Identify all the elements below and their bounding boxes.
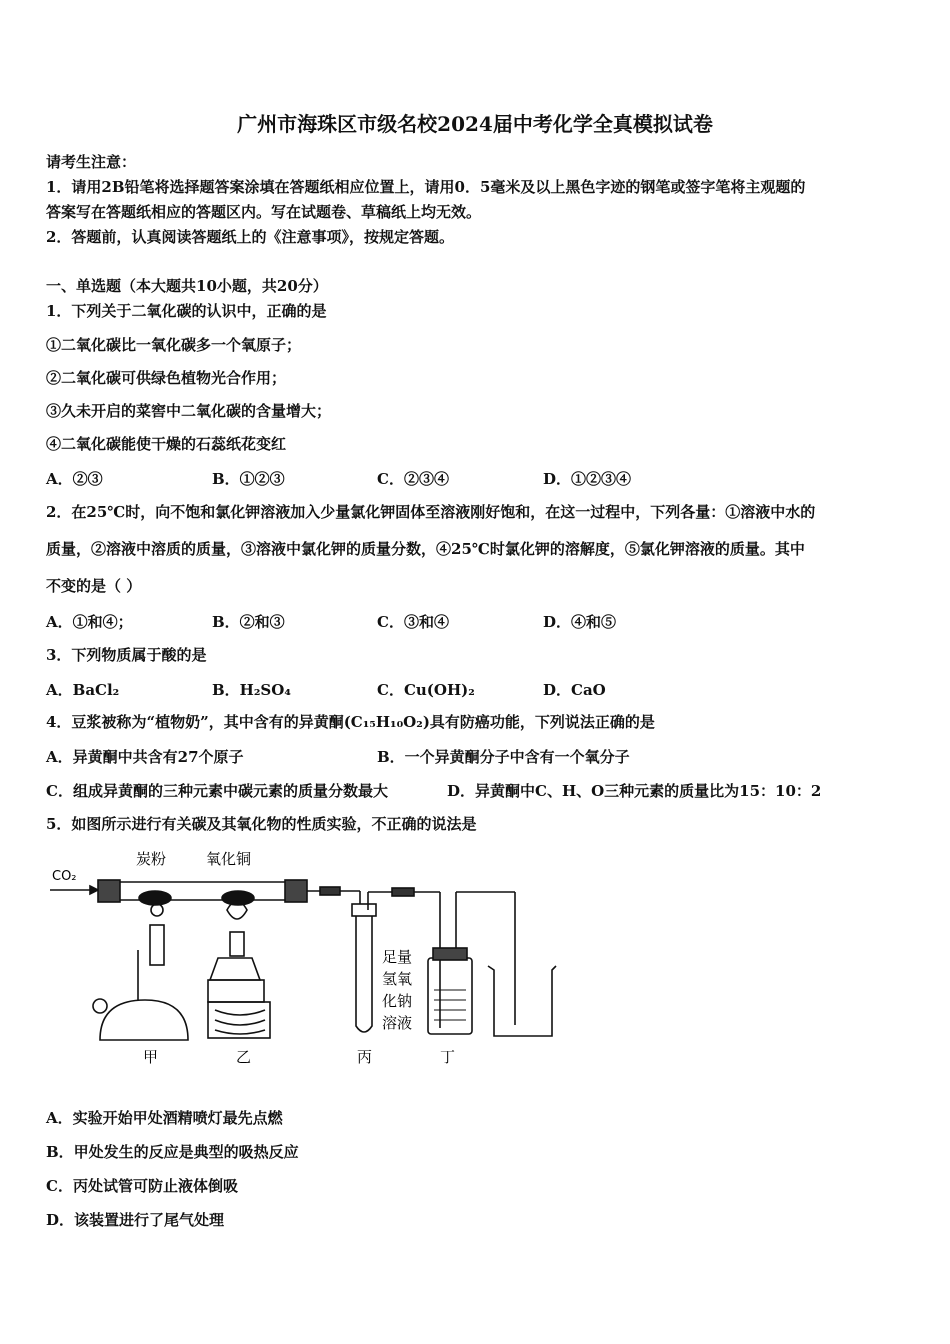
right-stopper bbox=[285, 880, 307, 902]
wood-block bbox=[208, 1002, 270, 1038]
q1-statement-2: ②二氧化碳可供绿色植物光合作用； bbox=[46, 369, 287, 387]
wash-bottle-stopper bbox=[433, 948, 467, 960]
q4-stem: 4．豆浆被称为“植物奶”，其中含有的异黄酮(C₁₅H₁₀O₂)具有防癌功能，下列说法正确的是 bbox=[46, 713, 655, 731]
q2-option-a[interactable]: A．①和④； bbox=[46, 613, 133, 631]
wash-bottle-ding bbox=[428, 958, 472, 1034]
figure-label-carbon: 炭粉 bbox=[136, 850, 167, 868]
q3-stem: 3．下列物质属于酸的是 bbox=[46, 646, 207, 664]
q2-stem-line-3: 不变的是（ ） bbox=[46, 577, 142, 595]
blowtorch-knob bbox=[93, 999, 107, 1013]
q3-option-b[interactable]: B．H₂SO₄ bbox=[212, 681, 291, 699]
q1-stem: 1．下列关于二氧化碳的认识中，正确的是 bbox=[46, 302, 327, 320]
copper-oxide bbox=[222, 891, 254, 905]
figure-label-ding: 丁 bbox=[440, 1048, 456, 1066]
q4-option-c[interactable]: C．组成异黄酮的三种元素中碳元素的质量分数最大 bbox=[46, 782, 388, 800]
q3-option-c[interactable]: C．Cu(OH)₂ bbox=[377, 681, 475, 699]
q5-option-a[interactable]: A．实验开始甲处酒精喷灯最先点燃 bbox=[46, 1109, 283, 1127]
figure-label-yi: 乙 bbox=[236, 1048, 252, 1066]
blowtorch-nozzle bbox=[150, 925, 164, 965]
page-title: 广州市海珠区市级名校2024届中考化学全真模拟试卷 bbox=[237, 112, 713, 136]
q2-option-b[interactable]: B．②和③ bbox=[212, 613, 285, 631]
flame-jia bbox=[151, 904, 163, 916]
q2-option-c[interactable]: C．③和④ bbox=[377, 613, 449, 631]
section-heading: 一、单选题（本大题共10小题，共20分） bbox=[46, 277, 328, 295]
notice-line-1b: 答案写在答题纸相应的答题区内。写在试题卷、草稿纸上均无效。 bbox=[46, 203, 482, 221]
q1-option-a[interactable]: A．②③ bbox=[46, 470, 103, 488]
q4-option-a[interactable]: A．异黄酮中共含有27个原子 bbox=[46, 748, 244, 766]
carbon-powder bbox=[139, 891, 171, 905]
q3-option-d[interactable]: D．CaO bbox=[543, 681, 606, 699]
rubber-hose-2 bbox=[392, 888, 414, 896]
q4-option-b[interactable]: B．一个异黄酮分子中含有一个氧分子 bbox=[377, 748, 630, 766]
q5-stem: 5．如图所示进行有关碳及其氧化物的性质实验，不正确的说法是 bbox=[46, 815, 477, 833]
q5-option-c[interactable]: C．丙处试管可防止液体倒吸 bbox=[46, 1177, 238, 1195]
alcohol-lamp-yi-body bbox=[208, 980, 264, 1002]
figure-label-jia: 甲 bbox=[143, 1048, 159, 1066]
alcohol-lamp-yi-top bbox=[210, 958, 260, 980]
q1-statement-3: ③久未开启的菜窖中二氧化碳的含量增大； bbox=[46, 402, 332, 420]
notice-line-1a: 1．请用2B铅笔将选择题答案涂填在答题纸相应位置上，请用0．5毫米及以上黑色字迹的钢笔或签字笔将主观题的 bbox=[46, 178, 806, 196]
left-stopper bbox=[98, 880, 120, 902]
test-tube-stopper bbox=[352, 904, 376, 916]
alcohol-blowtorch-jia bbox=[100, 1000, 188, 1040]
q5-option-b[interactable]: B．甲处发生的反应是典型的吸热反应 bbox=[46, 1143, 299, 1161]
figure-label-naoh-1: 足量 bbox=[382, 948, 413, 966]
q5-apparatus-figure bbox=[40, 840, 570, 1070]
q2-option-d[interactable]: D．④和⑤ bbox=[543, 613, 617, 631]
q1-statement-1: ①二氧化碳比一氧化碳多一个氧原子； bbox=[46, 336, 302, 354]
q1-option-b[interactable]: B．①②③ bbox=[212, 470, 285, 488]
wood-grain bbox=[215, 1010, 265, 1034]
figure-label-co2: CO₂ bbox=[52, 869, 77, 884]
lamp-wick-holder bbox=[230, 932, 244, 956]
q3-option-a[interactable]: A．BaCl₂ bbox=[46, 681, 120, 699]
beaker bbox=[488, 966, 556, 1036]
figure-label-bing: 丙 bbox=[357, 1048, 373, 1066]
figure-label-naoh-3: 化钠 bbox=[382, 992, 413, 1010]
notice-line-2: 2．答题前，认真阅读答题纸上的《注意事项》，按规定答题。 bbox=[46, 228, 454, 246]
q4-option-d[interactable]: D．异黄酮中C、H、O三种元素的质量比为15：10：2 bbox=[447, 782, 822, 800]
test-tube-bing bbox=[356, 916, 372, 1032]
q1-option-c[interactable]: C．②③④ bbox=[377, 470, 449, 488]
figure-label-naoh-2: 氢氧 bbox=[382, 970, 413, 988]
q1-option-d[interactable]: D．①②③④ bbox=[543, 470, 632, 488]
rubber-hose-1 bbox=[320, 887, 340, 895]
q1-statement-4: ④二氧化碳能使干燥的石蕊纸花变红 bbox=[46, 435, 287, 453]
figure-label-cuo: 氧化铜 bbox=[206, 850, 252, 868]
q5-option-d[interactable]: D．该装置进行了尾气处理 bbox=[46, 1211, 225, 1229]
arrow-head-icon bbox=[90, 886, 98, 894]
q2-stem-line-1: 2．在25℃时，向不饱和氯化钾溶液加入少量氯化钾固体至溶液刚好饱和，在这一过程中，下列各量：①溶液中水的 bbox=[46, 503, 816, 521]
notice-heading: 请考生注意： bbox=[46, 153, 137, 171]
q2-stem-line-2: 质量，②溶液中溶质的质量，③溶液中氯化钾的质量分数，④25℃时氯化钾的溶解度，⑤氯化钾溶液的质量。其中 bbox=[46, 540, 805, 558]
figure-label-naoh-4: 溶液 bbox=[382, 1014, 413, 1032]
